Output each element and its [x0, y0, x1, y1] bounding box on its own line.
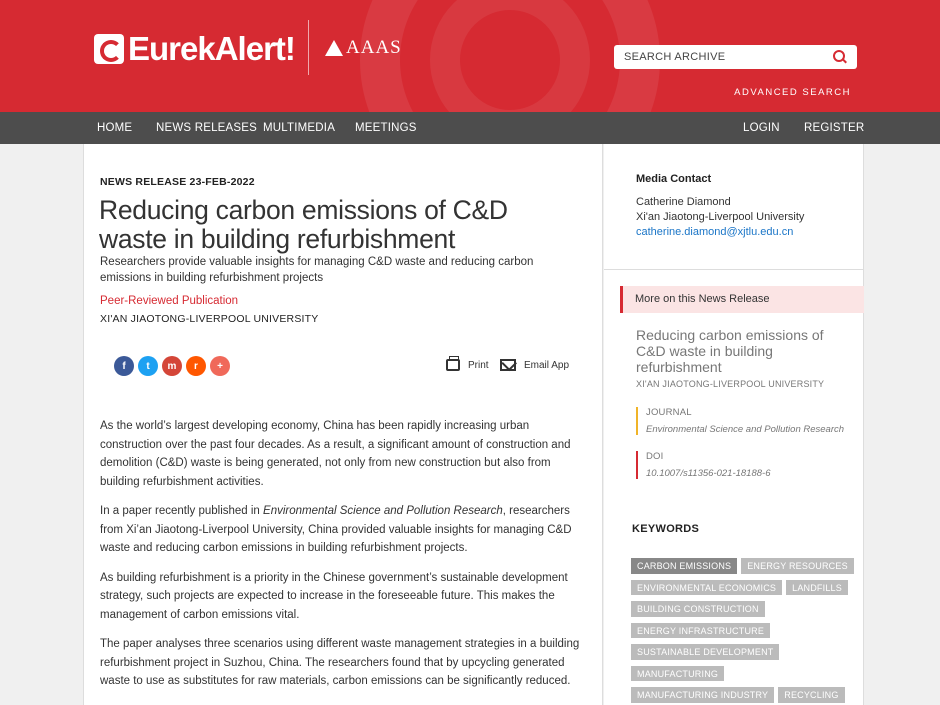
print-button[interactable]	[446, 359, 489, 371]
journal-label: JOURNAL	[646, 407, 692, 418]
logo-text: EurekAlert!	[128, 30, 295, 67]
header-swirl-decoration-inner	[430, 0, 590, 112]
nav-multimedia[interactable]: MULTIMEDIA	[263, 122, 336, 134]
sidebar-divider	[604, 269, 864, 270]
keyword-tag[interactable]: CARBON EMISSIONS	[631, 558, 737, 574]
article-main	[83, 144, 603, 705]
keyword-tag[interactable]: MANUFACTURING	[631, 666, 724, 682]
release-date: NEWS RELEASE 23-FEB-2022	[100, 176, 255, 188]
doi-value[interactable]: 10.1007/s11356-021-18188-6	[646, 468, 771, 479]
nav-login[interactable]: LOGIN	[743, 122, 780, 134]
eurekalert-logo[interactable]	[94, 30, 295, 68]
more-release-institution[interactable]: XI'AN JIAOTONG-LIVERPOOL UNIVERSITY	[636, 379, 825, 389]
paragraph-3: As building refurbishment is a priority in the Chinese government’s sustainable development strategy, such projects are expected to increase in the foreseeable future. This makes the management of carbon emissions vital.	[100, 571, 568, 621]
doi-label: DOI	[646, 451, 664, 462]
keyword-tag[interactable]: LANDFILLS	[786, 580, 848, 596]
article-title: Reducing carbon emissions of C&D waste in building refurbishment	[99, 195, 508, 254]
aaas-logo-icon	[325, 40, 343, 56]
paragraph-1: As the world’s largest developing economy, China has been rapidly increasing urban construction over the past four decades. As a result, a significant amount of construction and demolition (C&D) waste is being generated, not only from new construction but also from building refurbishment activities.	[100, 420, 571, 488]
keyword-tag[interactable]: MANUFACTURING INDUSTRY	[631, 687, 774, 703]
institution-name[interactable]: XI'AN JIAOTONG-LIVERPOOL UNIVERSITY	[100, 313, 319, 325]
article-subtitle: Researchers provide valuable insights for managing C&D waste and reducing carbon emissions in building refurbishment projects	[100, 256, 534, 284]
reddit-share-icon[interactable]: r	[186, 356, 206, 376]
email-icon	[500, 359, 516, 371]
aaas-logo-text: AAAS	[346, 37, 402, 58]
email-button[interactable]	[500, 359, 569, 371]
nav-register[interactable]: REGISTER	[804, 122, 865, 134]
keywords-heading: KEYWORDS	[632, 523, 700, 535]
contact-name: Catherine Diamond	[636, 196, 731, 208]
keyword-tag[interactable]: BUILDING CONSTRUCTION	[631, 601, 765, 617]
facebook-share-icon[interactable]: f	[114, 356, 134, 376]
more-share-icon[interactable]: +	[210, 356, 230, 376]
nav-home[interactable]: HOME	[97, 122, 133, 134]
publication-type[interactable]: Peer-Reviewed Publication	[100, 295, 239, 307]
nav-meetings[interactable]: MEETINGS	[355, 122, 417, 134]
nav-news-releases[interactable]: NEWS RELEASES	[156, 122, 258, 134]
paragraph-4: The paper analyses three scenarios using different waste management strategies in a building refurbishment project in Suzhou, China. The researchers found that by upcycling generated waste to use as substitutes for raw materials, carbon emissions can be significantly reduced.	[100, 638, 580, 687]
sidebar	[604, 144, 864, 705]
journal-value: Environmental Science and Pollution Research	[646, 424, 845, 435]
contact-organization: Xi'an Jiaotong-Liverpool University	[636, 211, 805, 223]
paragraph-2: In a paper recently published in Environmental Science and Pollution Research, researchers from Xi’an Jiaotong-Liverpool University, China provided valuable insights for managing C&D waste and reducing carbon emissions in building refurbishment projects.	[100, 505, 572, 554]
site-header	[0, 0, 940, 112]
keyword-tag[interactable]: RECYCLING	[778, 687, 844, 703]
printer-icon	[446, 359, 460, 371]
logo-divider	[308, 20, 309, 75]
contact-email-link[interactable]: catherine.diamond@xjtlu.edu.cn	[636, 226, 794, 238]
media-contact-heading: Media Contact	[636, 173, 712, 185]
more-release-title[interactable]: Reducing carbon emissions of C&D waste in building refurbishment	[636, 327, 824, 375]
main-nav	[0, 112, 940, 144]
print-label: Print	[468, 359, 489, 371]
keyword-tag[interactable]: SUSTAINABLE DEVELOPMENT	[631, 644, 779, 660]
search-box	[614, 45, 857, 69]
journal-block	[636, 407, 856, 435]
eurekalert-logo-icon	[94, 34, 124, 64]
keywords-list	[631, 558, 863, 703]
share-buttons	[114, 356, 230, 376]
keyword-tag[interactable]: ENERGY INFRASTRUCTURE	[631, 623, 770, 639]
doi-block	[636, 451, 856, 479]
advanced-search-link[interactable]: ADVANCED SEARCH	[734, 87, 851, 98]
search-input[interactable]	[624, 51, 833, 63]
more-on-release-header	[620, 286, 864, 313]
journal-name: Environmental Science and Pollution Research	[263, 505, 503, 517]
twitter-share-icon[interactable]: t	[138, 356, 158, 376]
keyword-tag[interactable]: ENVIRONMENTAL ECONOMICS	[631, 580, 782, 596]
more-on-release-label: More on this News Release	[635, 293, 770, 305]
email-label: Email App	[524, 359, 570, 371]
mendeley-share-icon[interactable]: m	[162, 356, 182, 376]
article-body	[100, 417, 588, 702]
aaas-logo[interactable]	[325, 37, 402, 59]
search-icon[interactable]	[833, 50, 847, 64]
keyword-tag[interactable]: ENERGY RESOURCES	[741, 558, 854, 574]
